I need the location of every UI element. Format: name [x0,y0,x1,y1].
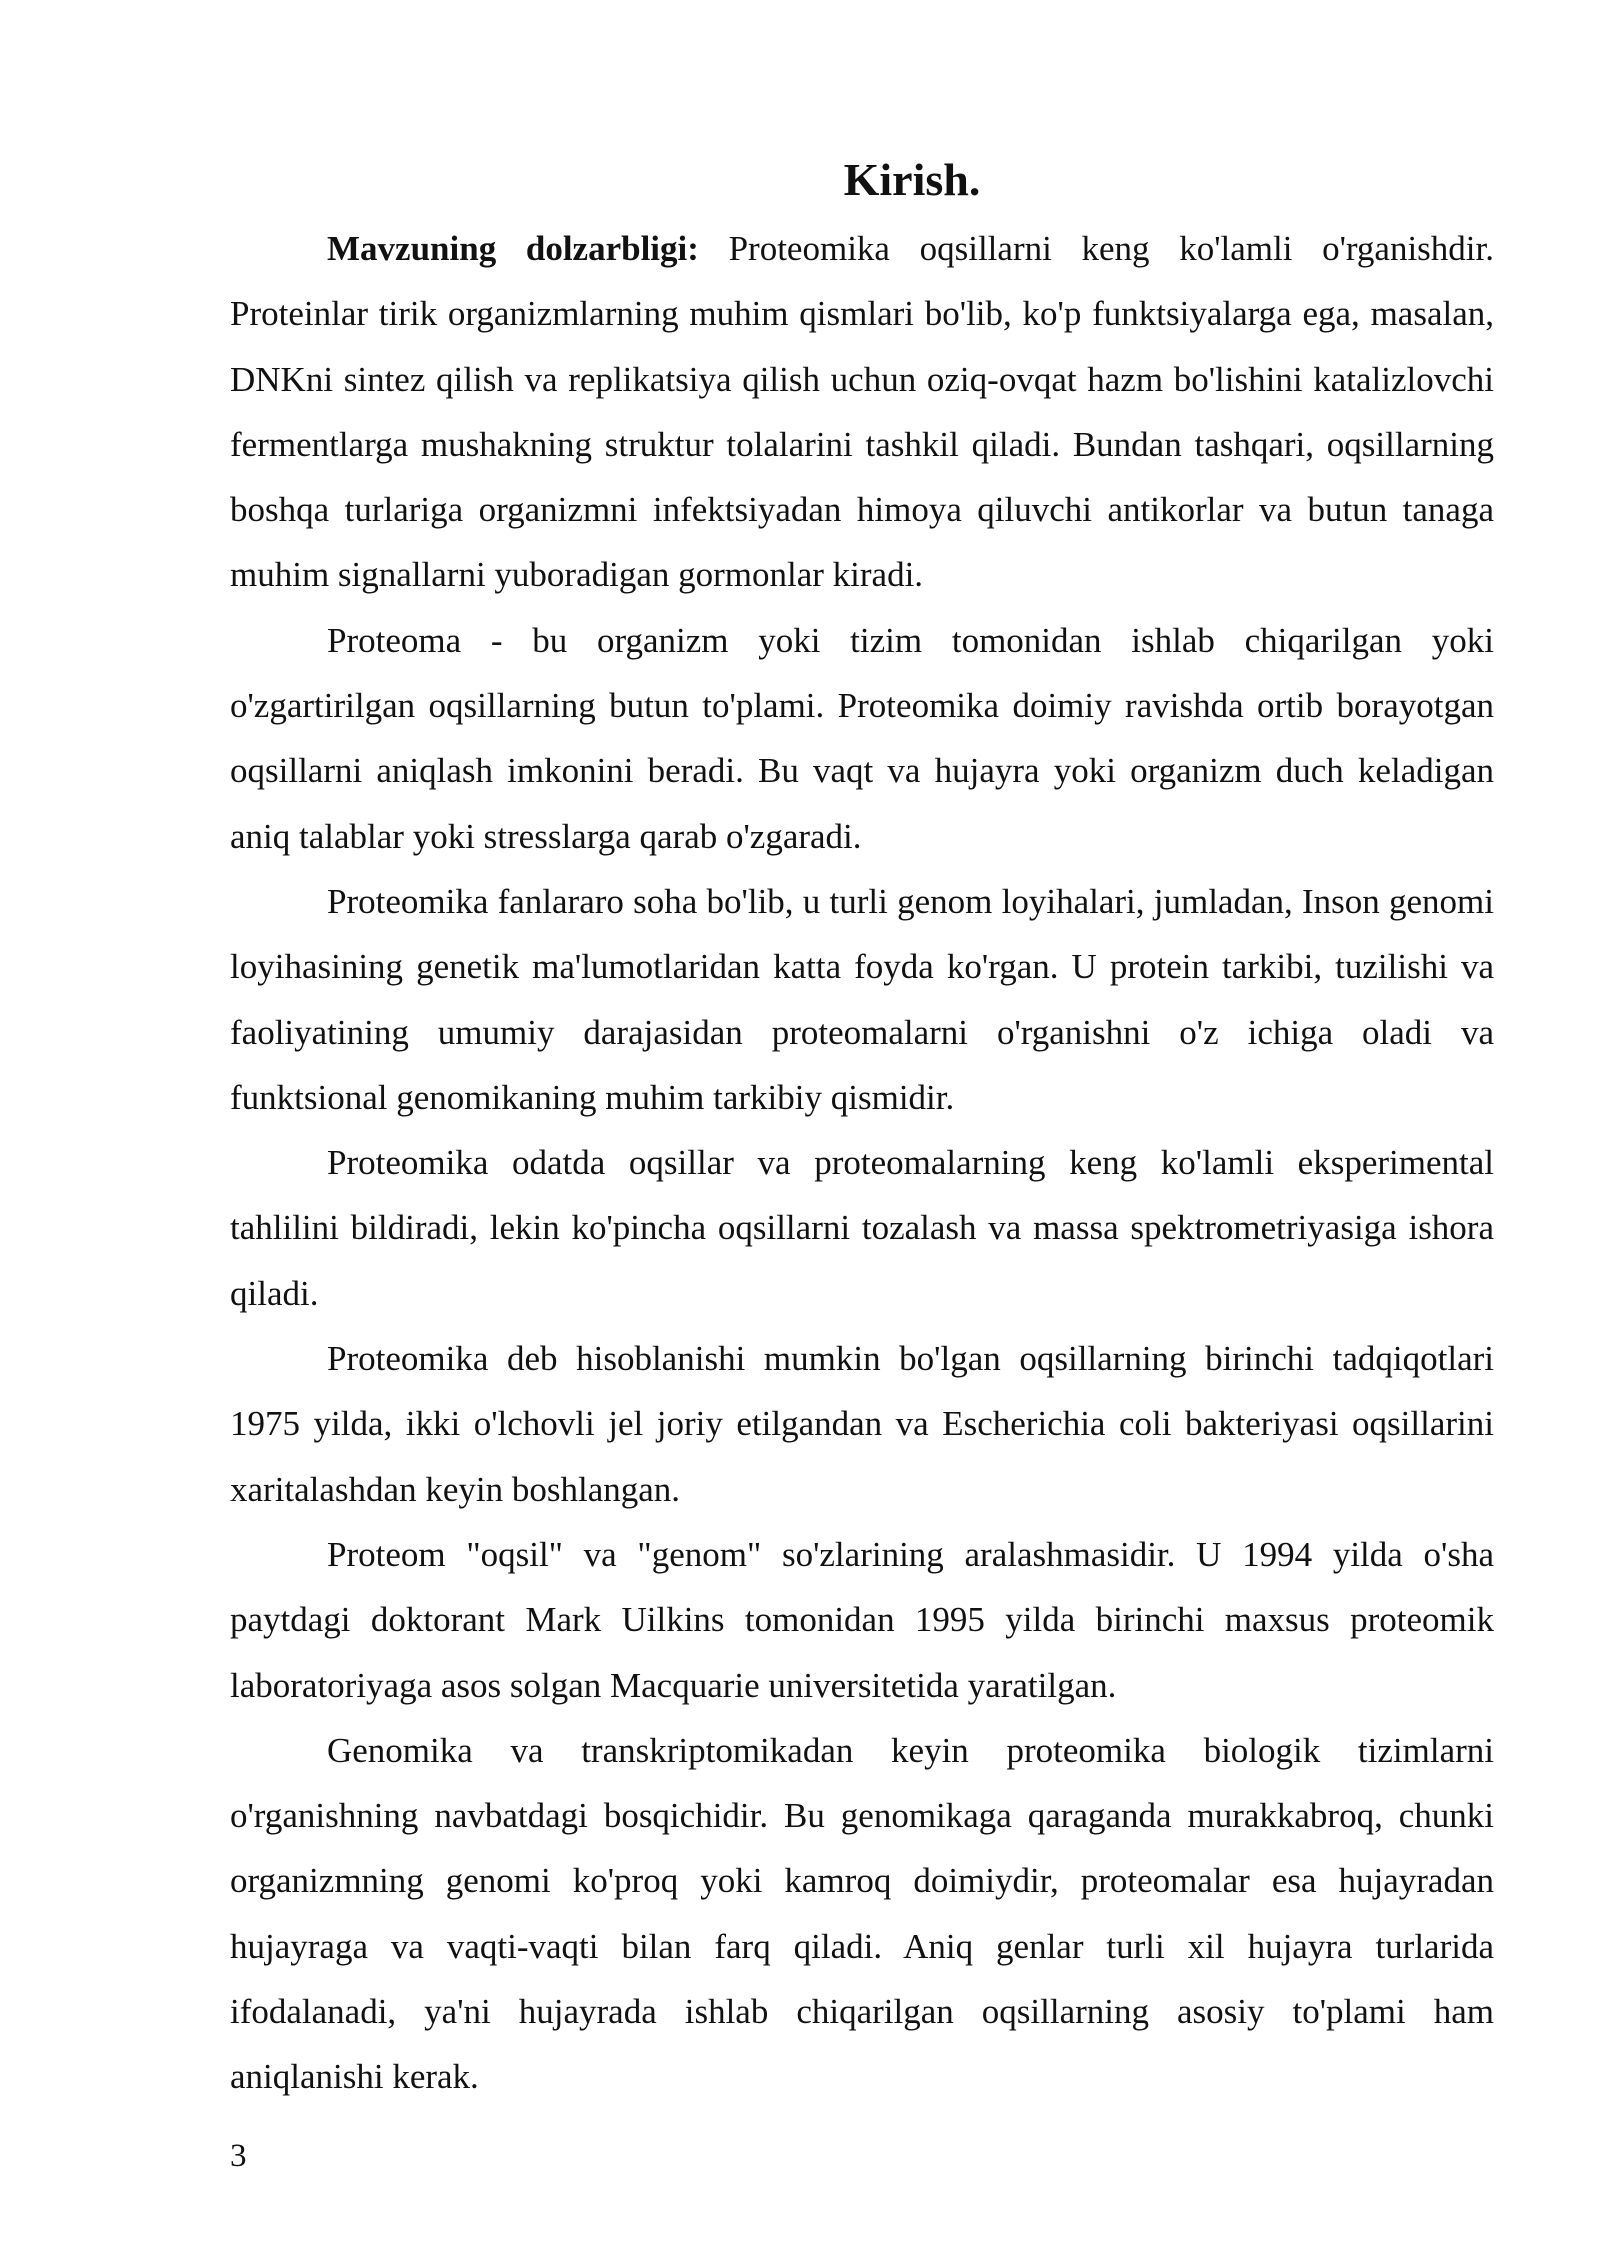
paragraph-experimental-analysis: Proteomika odatda oqsillar va proteomalarning keng ko'lamli eksperimental tahlilini bildiradi, lekin ko'pincha oqsillarni tozalash va massa spektrometriyasiga ishora qiladi. [230,1143,1494,1313]
paragraph-next-stage: Genomika va transkriptomikadan keyin proteomika biologik tizimlarni o'rganishning navbatdagi bosqichidir. Bu genomikaga qaraganda murakkabroq, chunki organizmning genomi ko'proq yoki kamroq doimiydir, proteomalar esa hujayradan hujayraga va vaqti-vaqti bilan farq qiladi. Aniq genlar turli xil hujayra turlarida ifodalanadi, ya'ni hujayrada ishlab chiqarilgan oqsillarning asosiy to'plami ham aniqlanishi kerak. [230,1730,1494,2097]
page-title: Kirish. [843,154,981,205]
page-number: 3 [230,2138,247,2174]
paragraph-term-origin: Proteom "oqsil" va "genom" so'zlarining aralashmasidir. U 1994 yilda o'sha paytdagi doktorant Mark Uilkins tomonidan 1995 yilda birinchi maxsus proteomik laboratoriyaga asos solgan Macquarie universitetida yaratilgan. [230,1534,1494,1705]
paragraph-first-studies: Proteomika deb hisoblanishi mumkin bo'lgan oqsillarning birinchi tadqiqotlari 1975 yilda, ikki o'lchovli jel joriy etilgandan va Escherichia coli bakteriyasi oqsillarini xaritalashdan keyin boshlangan. [230,1339,1494,1509]
paragraph-lead-label: Mavzuning dolzarbligi: [327,229,699,268]
paragraph-relevance [230,216,1494,608]
paragraph-interdisciplinary: Proteomika fanlararo soha bo'lib, u turli genom loyihalari, jumladan, Inson genomi loyihasining genetik ma'lumotlaridan katta foyda ko'rgan. U protein tarkibi, tuzilishi va faoliyatining umumiy darajasidan proteomalarni o'rganishni o'z ichiga oladi va funktsional genomikaning muhim tarkibiy qismidir. [230,881,1494,1117]
paragraph-proteome-definition: Proteoma - bu organizm yoki tizim tomonidan ishlab chiqarilgan yoki o'zgartirilgan oqsillarning butun to'plami. Proteomika doimiy ravishda ortib borayotgan oqsillarni aniqlash imkonini beradi. Bu vaqt va hujayra yoki organizm duch keladigan aniq talablar yoki stresslarga qarab o'zgaradi. [230,620,1494,856]
document-body [230,150,1494,2110]
paragraph-text: Proteomika oqsillarni keng ko'lamli o'rganishdir. Proteinlar tirik organizmlarning muhim qismlari bo'lib, ko'p funktsiyalarga ega, masalan, DNKni sintez qilish va replikatsiya qilish uchun oziq-ovqat hazm bo'lishini katalizlovchi fermentlarga mushakning struktur tolalarini tashkil qiladi. Bundan tashqari, oqsillarning boshqa turlariga organizmni infektsiyadan himoya qiluvchi antikorlar va butun tanaga muhim signallarni yuboradigan gormonlar kiradi. [230,229,1495,595]
